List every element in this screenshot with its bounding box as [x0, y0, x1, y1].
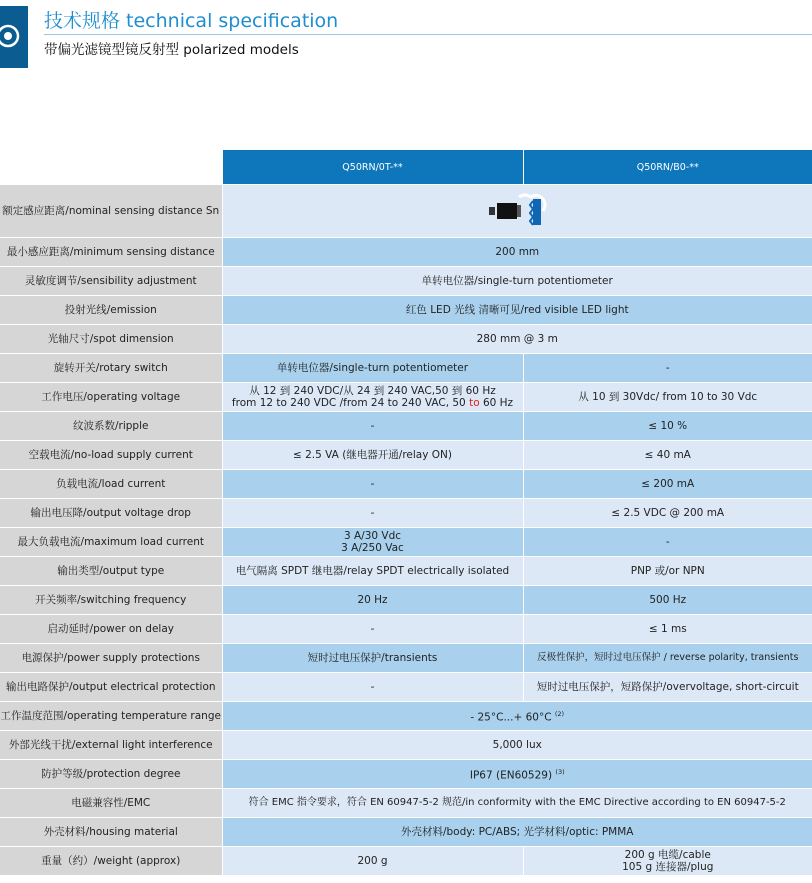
row-label: 外部光线干扰/external light interference — [0, 731, 222, 760]
table-row — [0, 818, 812, 847]
row-label: 光轴尺寸/spot dimension — [0, 325, 222, 354]
row-value: 红色 LED 光线 清晰可见/red visible LED light — [222, 296, 812, 325]
table-row — [0, 238, 812, 267]
table-row — [0, 847, 812, 876]
title-divider — [44, 34, 812, 35]
row-label: 负载电流/load current — [0, 470, 222, 499]
column-header-b: Q50RN/B0-** — [523, 150, 812, 185]
header-blank-cell — [0, 150, 222, 185]
voltage-line-2-pre: from 12 to 240 VDC /from 24 to 240 VAC, 50 — [231, 397, 470, 409]
spec-header-row — [0, 150, 812, 185]
table-row — [0, 296, 812, 325]
page-title: 技术规格 technical specification — [44, 10, 339, 32]
row-label: 最小感应距离/minimum sensing distance — [0, 238, 222, 267]
row-label: 防护等级/protection degree — [0, 760, 222, 789]
row-value-b: 从 10 到 30Vdc/ from 10 to 30 Vdc — [523, 383, 812, 412]
footnote-marker: (2) — [554, 710, 565, 719]
row-value-b: 反极性保护，短时过电压保护 / reverse polarity, transients — [523, 644, 812, 673]
row-label: 输出类型/output type — [0, 557, 222, 586]
column-header-a: Q50RN/0T-** — [222, 150, 523, 185]
table-row — [0, 731, 812, 760]
sensing-distance-value — [222, 185, 812, 238]
row-value-a: 单转电位器/single-turn potentiometer — [222, 354, 523, 383]
row-value-b: ≤ 200 mA — [523, 470, 812, 499]
row-value: 单转电位器/single-turn potentiometer — [222, 267, 812, 296]
table-row — [0, 499, 812, 528]
row-value: 外壳材料/body: PC/ABS; 光学材料/optic: PMMA — [222, 818, 812, 847]
max-load-line-2: 3 A/250 Vac — [341, 542, 404, 554]
row-value — [222, 702, 812, 731]
row-value: 5,000 lux — [222, 731, 812, 760]
table-row — [0, 557, 812, 586]
footnote-marker: (3) — [555, 768, 565, 777]
row-label: 最大负载电流/maximum load current — [0, 528, 222, 557]
brand-logo — [0, 6, 28, 68]
voltage-line-2 — [225, 397, 521, 409]
row-value-b: ≤ 10 % — [523, 412, 812, 441]
row-label: 额定感应距离/nominal sensing distance Sn — [0, 185, 222, 238]
table-row — [0, 267, 812, 296]
row-value: 符合 EMC 指令要求，符合 EN 60947-5-2 规范/in conformity with the EMC Directive according to EN 60947-5-2 — [222, 789, 812, 818]
row-value — [222, 760, 812, 789]
row-value-a: 电气隔离 SPDT 继电器/relay SPDT electrically isolated — [222, 557, 523, 586]
row-value-a: 200 g — [222, 847, 523, 876]
row-label: 空载电流/no-load supply current — [0, 441, 222, 470]
page-subtitle: 带偏光滤镜型镜反射型 polarized models — [44, 42, 299, 58]
row-value-b: - — [523, 528, 812, 557]
weight-cable: 200 g 电缆/cable — [624, 849, 711, 861]
row-value-b: 500 Hz — [523, 586, 812, 615]
sensor-eye-icon — [0, 20, 26, 52]
row-label: 输出电路保护/output electrical protection — [0, 673, 222, 702]
table-row — [0, 528, 812, 557]
table-row — [0, 789, 812, 818]
row-value-b: ≤ 40 mA — [523, 441, 812, 470]
row-value-a: 20 Hz — [222, 586, 523, 615]
row-value: 280 mm @ 3 m — [222, 325, 812, 354]
table-row — [0, 383, 812, 412]
row-label: 投射光线/emission — [0, 296, 222, 325]
row-value-a: 短时过电压保护/transients — [222, 644, 523, 673]
row-label: 灵敏度调节/sensibility adjustment — [0, 267, 222, 296]
row-value-b: ≤ 1 ms — [523, 615, 812, 644]
table-row — [0, 673, 812, 702]
table-row — [0, 185, 812, 238]
row-value-a — [222, 528, 523, 557]
row-label: 工作电压/operating voltage — [0, 383, 222, 412]
row-label: 外壳材料/housing material — [0, 818, 222, 847]
voltage-line-2-post: 60 Hz — [479, 397, 514, 409]
weight-plug: 105 g 连接器/plug — [622, 861, 714, 873]
voltage-line-1: 从 12 到 240 VDC/从 24 到 240 VAC,50 到 60 Hz — [249, 385, 496, 397]
table-row — [0, 702, 812, 731]
protection-value: IP67 (EN60529) — [469, 769, 553, 782]
row-label: 纹波系数/ripple — [0, 412, 222, 441]
table-row — [0, 586, 812, 615]
max-load-line-1: 3 A/30 Vdc — [343, 530, 402, 542]
row-value-b — [523, 847, 812, 876]
table-row — [0, 354, 812, 383]
row-value-b: ≤ 2.5 VDC @ 200 mA — [523, 499, 812, 528]
spec-table — [0, 150, 812, 875]
row-label: 旋转开关/rotary switch — [0, 354, 222, 383]
row-value-a: - — [222, 412, 523, 441]
row-value-b: 短时过电压保护，短路保护/overvoltage, short-circuit — [523, 673, 812, 702]
row-value-b: PNP 或/or NPN — [523, 557, 812, 586]
row-value-a: - — [222, 673, 523, 702]
row-value-a — [222, 383, 523, 412]
table-row — [0, 615, 812, 644]
row-value-a: ≤ 2.5 VA (继电器开通/relay ON) — [222, 441, 523, 470]
photoelectric-sensor-icon — [485, 191, 549, 231]
row-label: 输出电压降/output voltage drop — [0, 499, 222, 528]
row-label: 工作温度范围/operating temperature range — [0, 702, 222, 731]
table-row — [0, 760, 812, 789]
row-value: 200 mm — [222, 238, 812, 267]
row-value-a: - — [222, 615, 523, 644]
table-row — [0, 412, 812, 441]
table-row — [0, 441, 812, 470]
table-row — [0, 325, 812, 354]
voltage-line-2-red: to — [469, 397, 480, 409]
temperature-value: - 25°C...+ 60°C — [470, 711, 552, 724]
table-row — [0, 470, 812, 499]
row-label: 启动延时/power on delay — [0, 615, 222, 644]
row-value-a: - — [222, 499, 523, 528]
row-label: 开关频率/switching frequency — [0, 586, 222, 615]
row-label: 电源保护/power supply protections — [0, 644, 222, 673]
row-value-b: - — [523, 354, 812, 383]
table-row — [0, 644, 812, 673]
row-value-a: - — [222, 470, 523, 499]
row-label: 重量（约）/weight (approx) — [0, 847, 222, 876]
row-label: 电磁兼容性/EMC — [0, 789, 222, 818]
